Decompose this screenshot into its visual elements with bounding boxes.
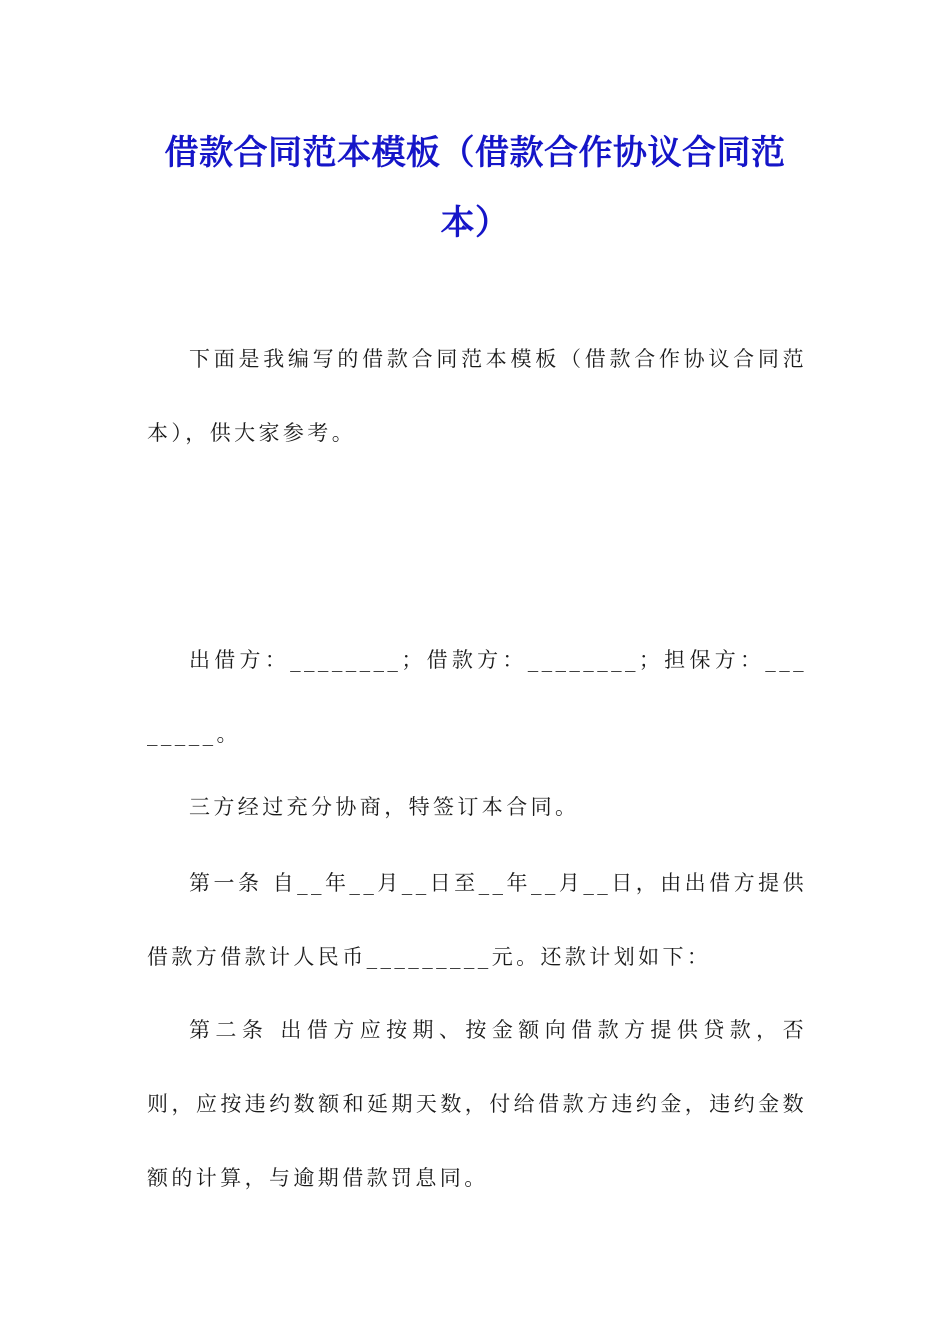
document-title: 借款合同范本模板（借款合作协议合同范本） — [164, 133, 786, 243]
article-2-paragraph: 第二条 出借方应按期、按金额向借款方提供贷款，否则，应按违约数额和延期天数，付给借款方违约金，违约金数额的计算，与逾期借款罚息同。 — [147, 1018, 807, 1190]
parties-paragraph: 出借方：________；借款方：________；担保方：________。 — [147, 648, 807, 746]
article-1-paragraph: 第一条 自__年__月__日至__年__月__日，由出借方提供借款方借款计人民币_________元。还款计划如下： — [147, 871, 807, 969]
intro-paragraph: 下面是我编写的借款合同范本模板（借款合作协议合同范本），供大家参考。 — [147, 347, 807, 445]
negotiation-paragraph: 三方经过充分协商，特签订本合同。 — [189, 795, 580, 819]
